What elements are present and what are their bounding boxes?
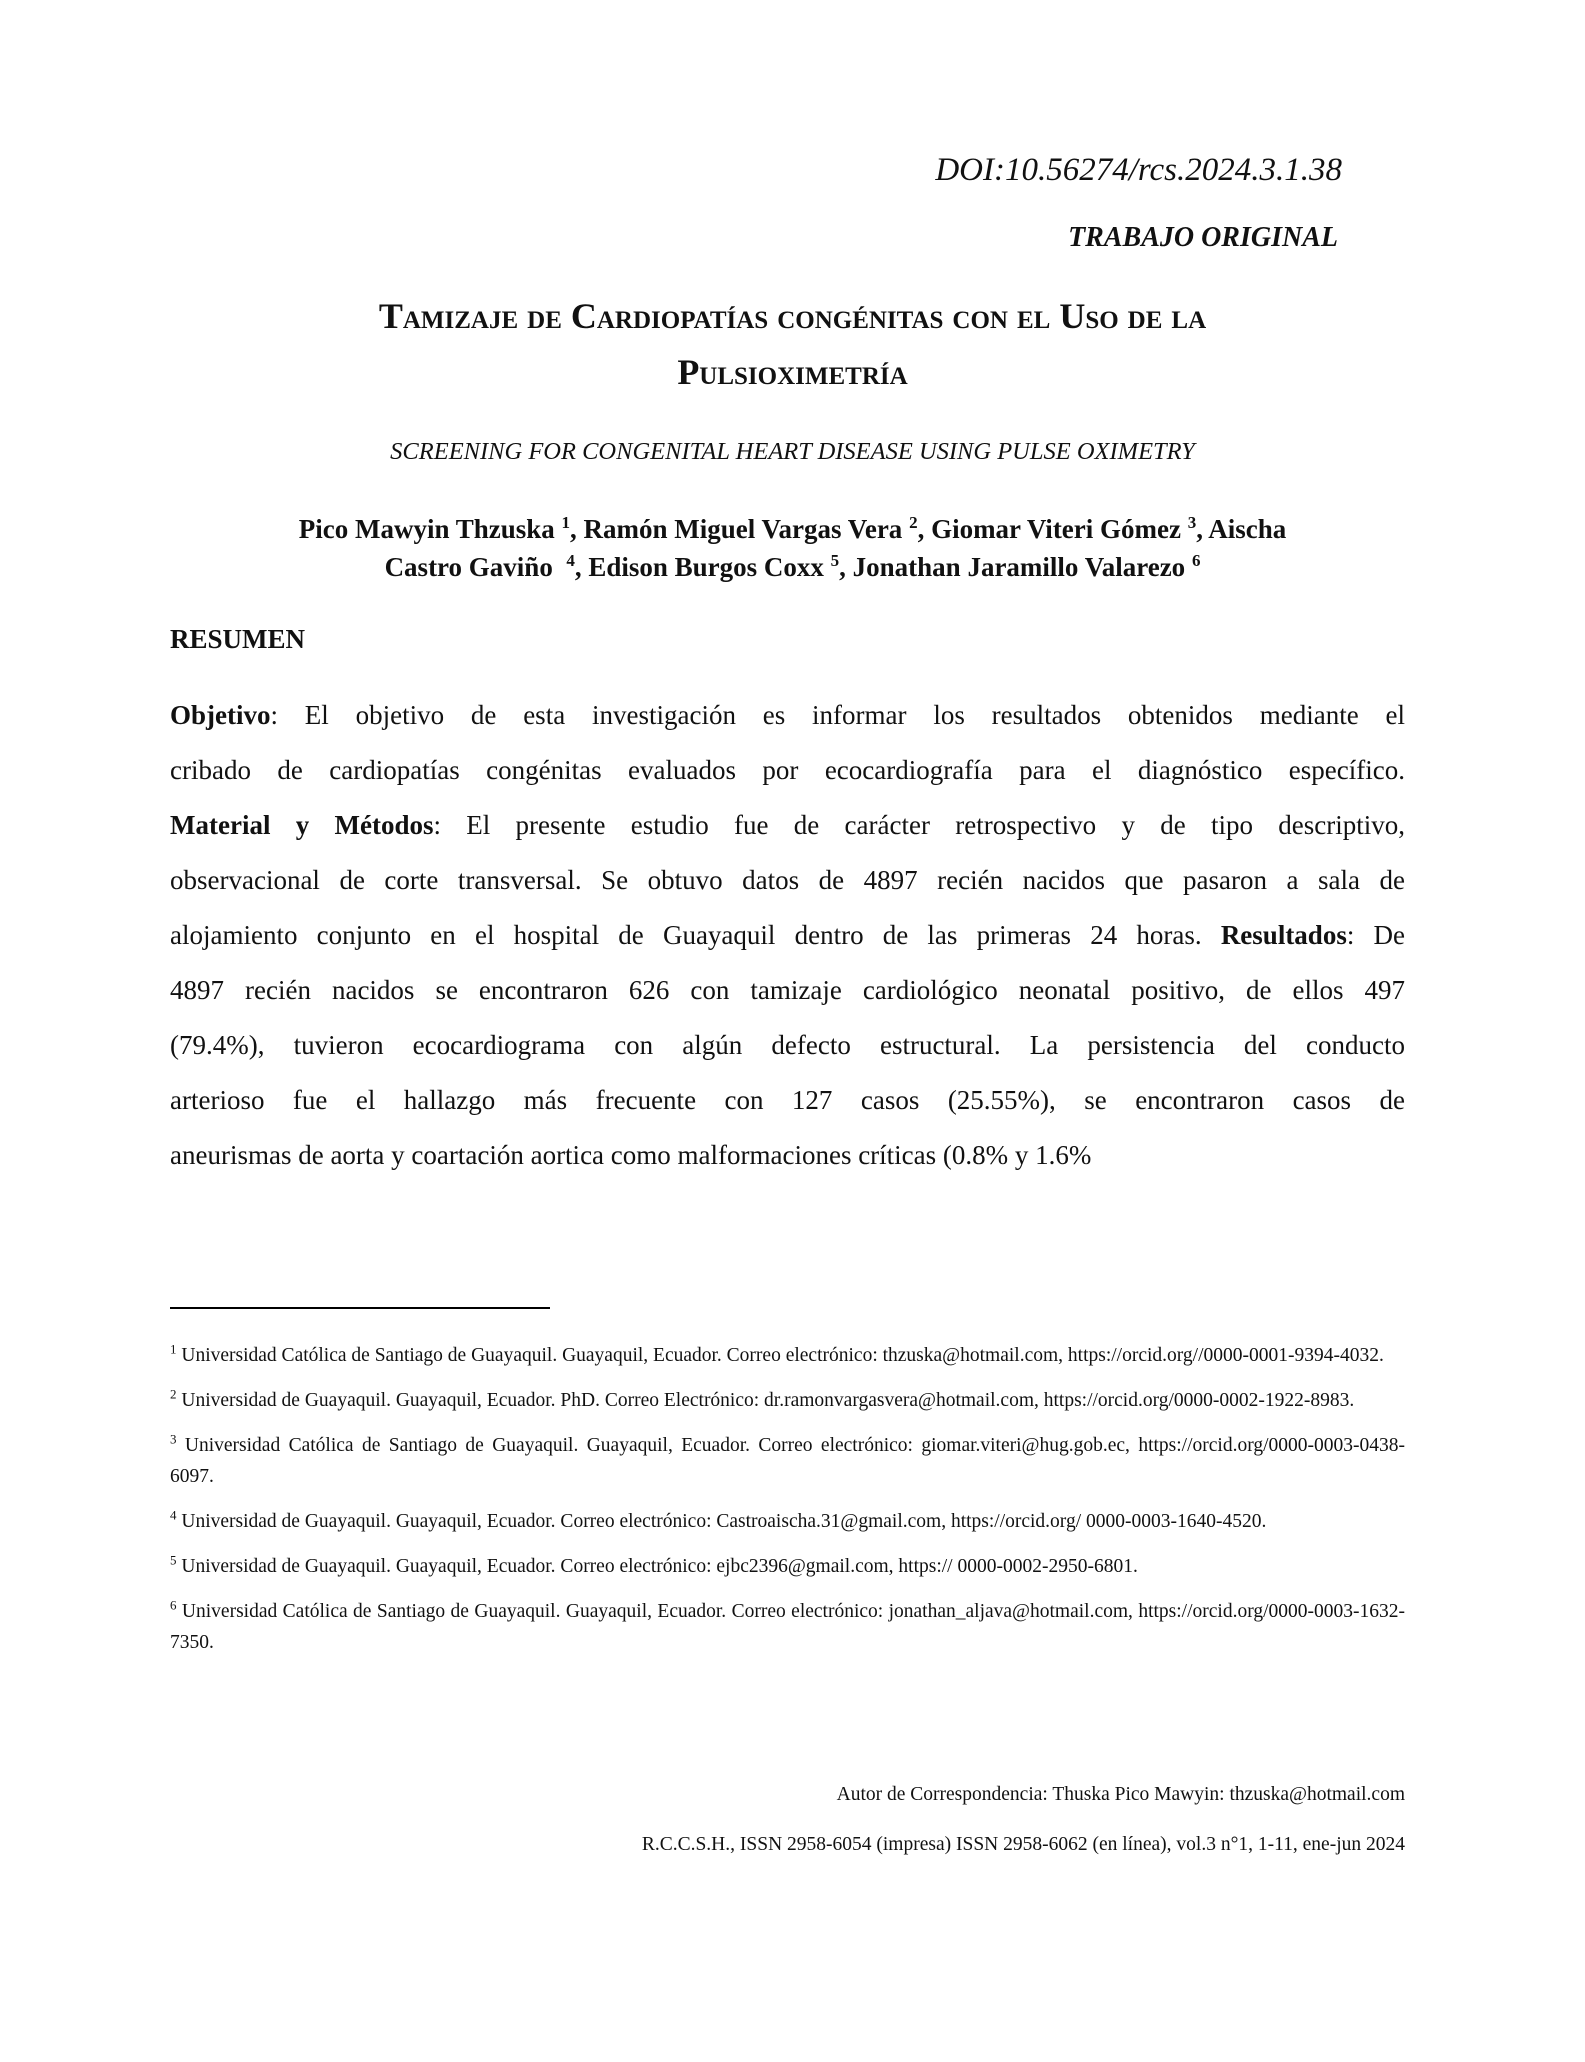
footnote-text: Universidad Católica de Santiago de Guayaquil. Guayaquil, Ecuador. Correo electrónico: jonathan_aljava@hotmail.com, https://orcid.org/0000-0003-1632-7350. — [170, 1601, 1405, 1653]
abstract-section-label: Objetivo — [170, 700, 271, 730]
abstract-line — [170, 798, 1405, 853]
author-separator: , — [574, 552, 589, 582]
author-name: Jonathan Jaramillo Valarezo — [852, 552, 1186, 582]
author-ref: 4 — [566, 551, 575, 570]
abstract-body — [170, 688, 1405, 1183]
footnote — [170, 1506, 1405, 1537]
footnote — [170, 1385, 1405, 1416]
author-ref: 6 — [1191, 551, 1201, 570]
correspondence-line: Autor de Correspondencia: Thuska Pico Mawyin: thzuska@hotmail.com — [836, 1784, 1405, 1805]
english-title: SCREENING FOR CONGENITAL HEART DISEASE USING PULSE OXIMETRY — [390, 438, 1195, 465]
author-line-2 — [170, 548, 1415, 586]
abstract-text: : El presente estudio fue de carácter retrospectivo y de tipo descriptivo, — [433, 810, 1405, 840]
footnote-text: Universidad Católica de Santiago de Guayaquil. Guayaquil, Ecuador. Correo electrónico: thzuska@hotmail.com, https://orcid.org//0000-0001-9394-4032. — [176, 1345, 1384, 1366]
title-line-1: Tamizaje de Cardiopatías congénitas con el Uso de la — [378, 296, 1207, 336]
title-line-2: Pulsioximetría — [677, 352, 908, 392]
abstract-line — [170, 688, 1405, 743]
author-separator: , — [839, 552, 853, 582]
author-list — [170, 510, 1415, 586]
footnote — [170, 1596, 1405, 1658]
abstract-heading: RESUMEN — [170, 624, 306, 654]
author-ref: 5 — [830, 551, 840, 570]
author-separator: , — [917, 514, 932, 544]
abstract-text: aneurismas de aorta y coartación aortica como malformaciones críticas (0.8% y 1.6% — [170, 1140, 1092, 1170]
footnote-separator — [170, 1307, 550, 1309]
footnote-text: Universidad de Guayaquil. Guayaquil, Ecuador. PhD. Correo Electrónico: dr.ramonvargasvera@hotmail.com, https://orcid.org/0000-0002-1922-8983. — [176, 1390, 1355, 1411]
abstract-line — [170, 1018, 1405, 1073]
abstract-text: observacional de corte transversal. Se obtuvo datos de 4897 recién nacidos que pasaron a sala de — [170, 865, 1405, 895]
footnote-number: 1 — [170, 1341, 177, 1357]
author-name: Ramón Miguel Vargas Vera — [583, 514, 903, 544]
author-ref: 1 — [561, 513, 571, 532]
abstract-text: : El objetivo de esta investigación es informar los resultados obtenidos mediante el — [270, 700, 1405, 730]
footnote — [170, 1551, 1405, 1582]
author-name: Edison Burgos Coxx — [588, 552, 824, 582]
abstract-line — [170, 853, 1405, 908]
abstract-text: 4897 recién nacidos se encontraron 626 con tamizaje cardiológico neonatal positivo, de ellos 497 — [170, 975, 1405, 1005]
footnote-number: 2 — [170, 1386, 177, 1402]
author-ref: 2 — [909, 513, 918, 532]
author-separator: , — [570, 514, 584, 544]
footnote — [170, 1430, 1405, 1492]
author-name-part: Castro Gaviño — [384, 552, 553, 582]
abstract-text: (79.4%), tuvieron ecocardiograma con algún defecto estructural. La persistencia del conducto — [170, 1030, 1405, 1060]
abstract-text: : De — [1346, 920, 1406, 950]
article-title — [170, 288, 1415, 400]
abstract-line — [170, 908, 1405, 963]
abstract-text: alojamiento conjunto en el hospital de Guayaquil dentro de las primeras 24 horas. — [170, 920, 1221, 950]
footnote — [170, 1340, 1405, 1371]
abstract-section-label: Resultados — [1220, 920, 1347, 950]
footnote-text: Universidad de Guayaquil. Guayaquil, Ecuador. Correo electrónico: ejbc2396@gmail.com, https:// 0000-0002-2950-6801. — [176, 1556, 1138, 1577]
author-name-part: Aischa — [1208, 514, 1287, 544]
abstract-line — [170, 1128, 1405, 1183]
abstract-section-label: Material y Métodos — [170, 810, 434, 840]
author-name: Giomar Viteri Gómez — [931, 514, 1181, 544]
footnote-text: Universidad de Guayaquil. Guayaquil, Ecuador. Correo electrónico: Castroaischa.31@gmail.com, https://orcid.org/ 0000-0003-1640-4520. — [176, 1511, 1267, 1532]
footnote-text: Universidad Católica de Santiago de Guayaquil. Guayaquil, Ecuador. Correo electrónico: giomar.viteri@hug.gob.ec, https://orcid.org/0000-0003-0438-6097. — [170, 1435, 1405, 1487]
footnotes — [170, 1340, 1405, 1672]
author-line-1 — [170, 510, 1415, 548]
abstract-text: cribado de cardiopatías congénitas evaluados por ecocardiografía para el diagnóstico específico. — [170, 755, 1405, 785]
author-ref: 3 — [1187, 513, 1197, 532]
article-type: TRABAJO ORIGINAL — [1068, 222, 1338, 253]
abstract-line — [170, 743, 1405, 798]
footnote-number: 3 — [170, 1431, 177, 1447]
abstract-line — [170, 1073, 1405, 1128]
footnote-number: 5 — [170, 1552, 177, 1568]
doi-label: DOI:10.56274/rcs.2024.3.1.38 — [935, 152, 1342, 188]
abstract-line — [170, 963, 1405, 1018]
author-separator: , — [1196, 514, 1209, 544]
footnote-number: 6 — [170, 1597, 177, 1613]
footnote-number: 4 — [170, 1507, 177, 1523]
author-name: Pico Mawyin Thzuska — [298, 514, 555, 544]
journal-info: R.C.C.S.H., ISSN 2958-6054 (impresa) ISSN 2958-6062 (en línea), vol.3 n°1, 1-11, ene-jun 2024 — [641, 1834, 1405, 1855]
abstract-text: arterioso fue el hallazgo más frecuente con 127 casos (25.55%), se encontraron casos de — [170, 1085, 1405, 1115]
